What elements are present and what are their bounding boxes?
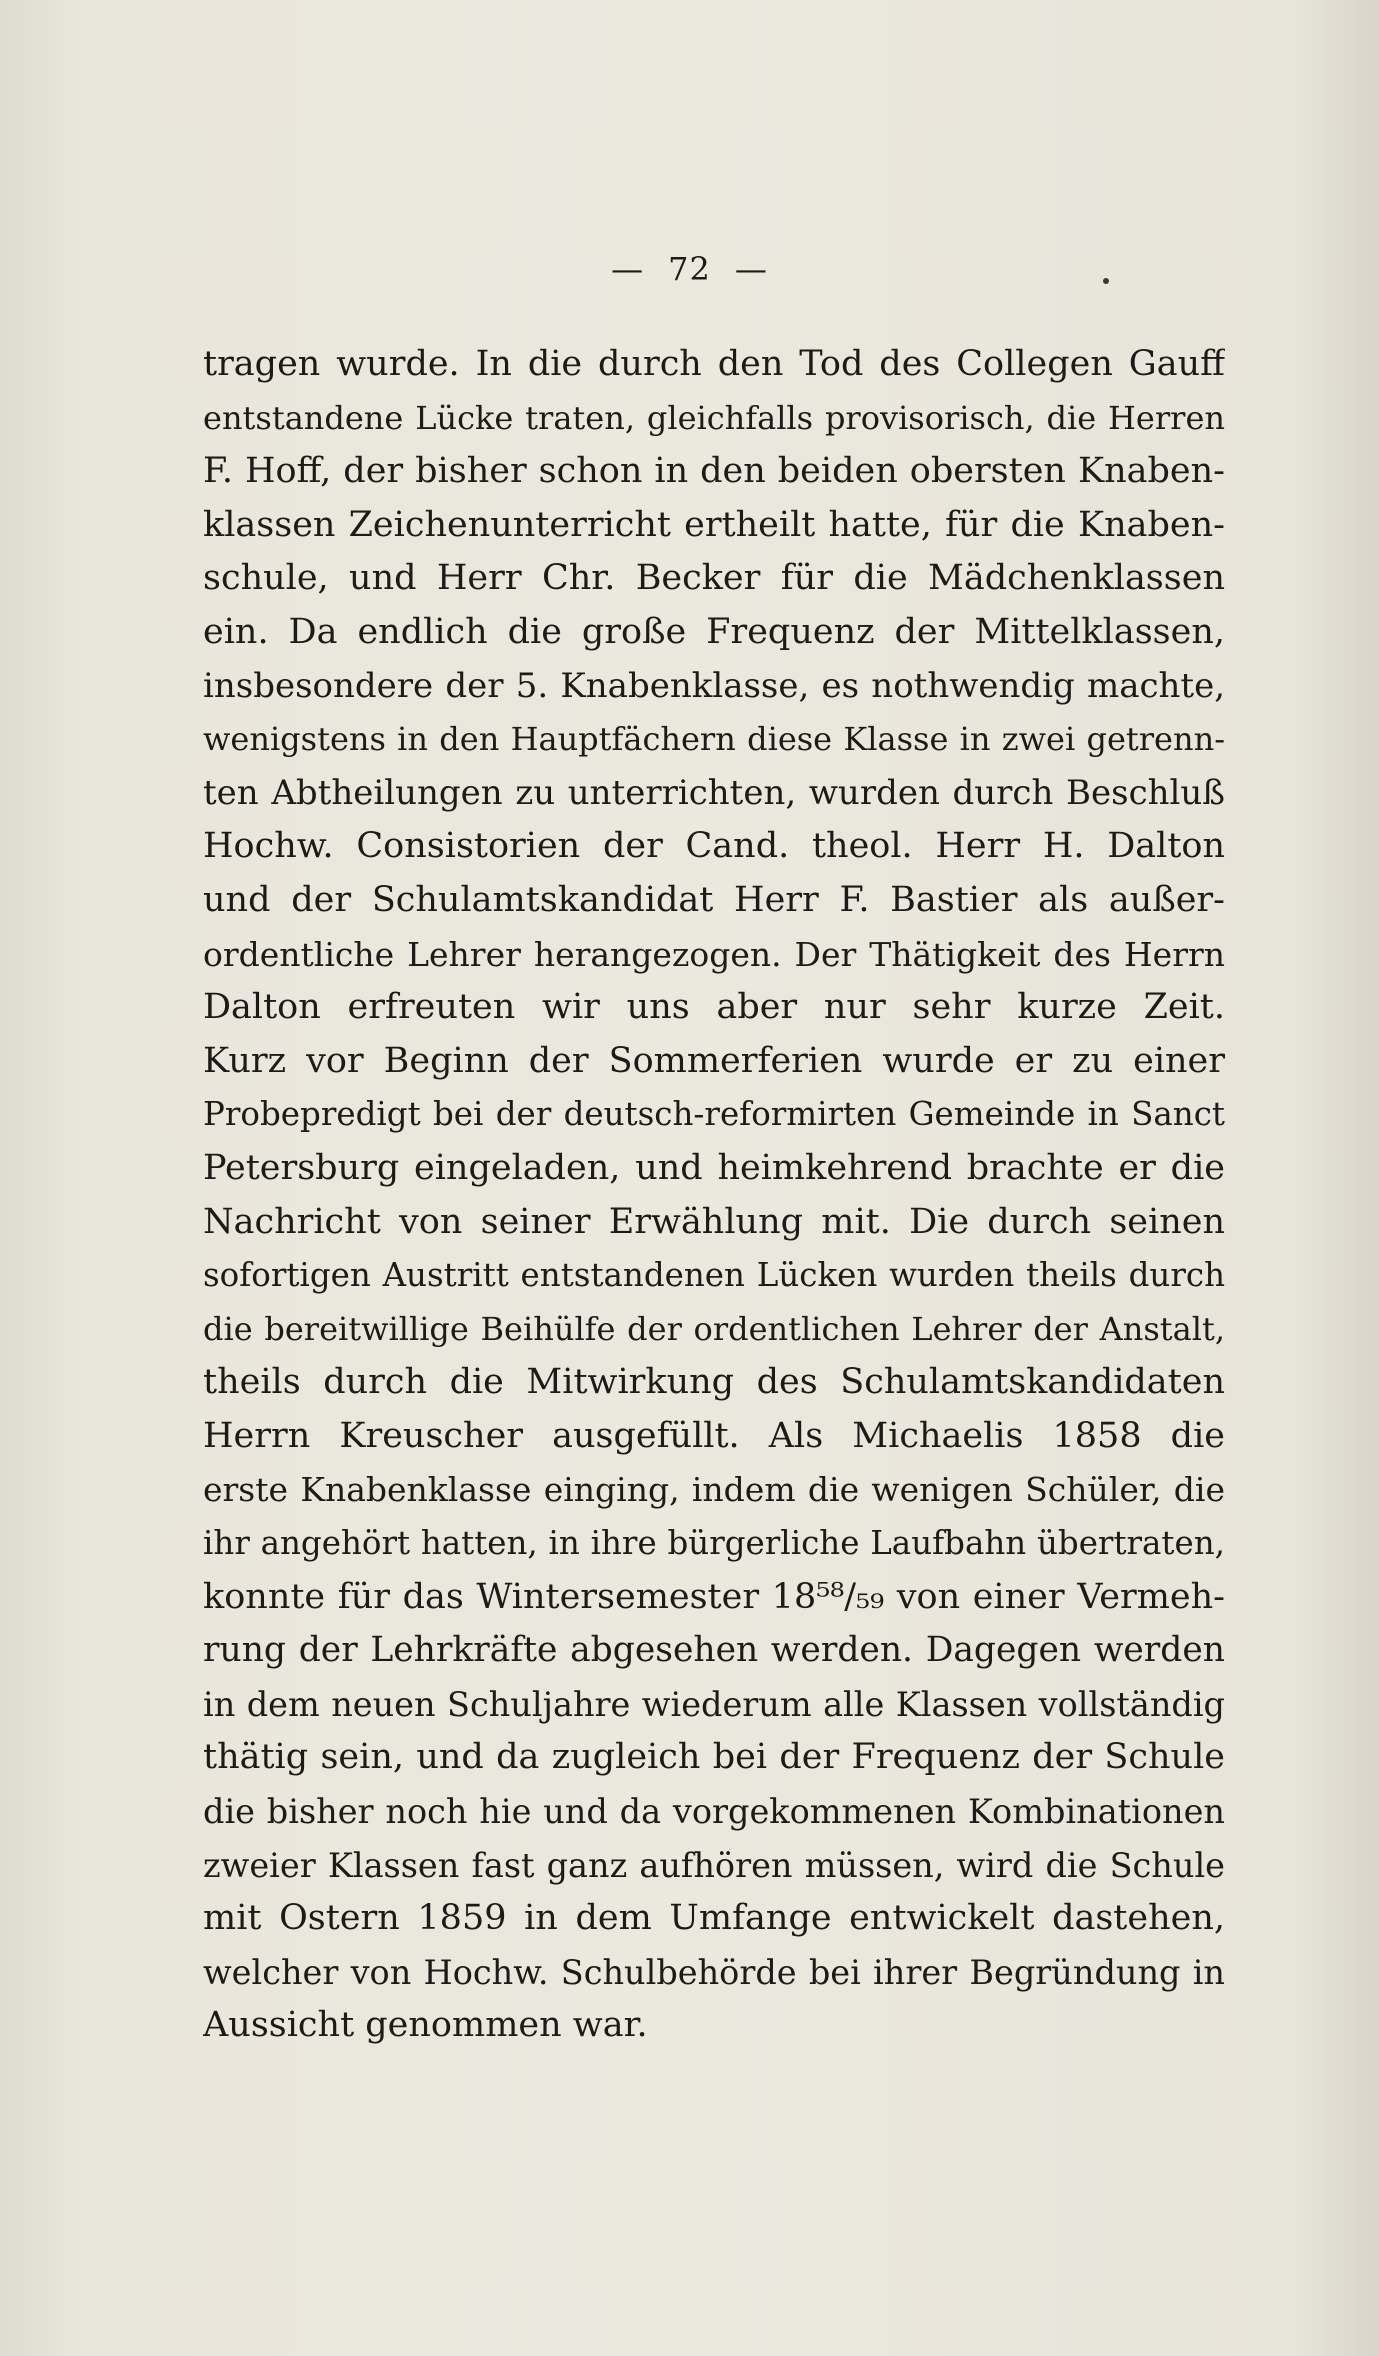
page-number-header [0, 250, 1379, 288]
text-line: thätig sein, und da zugleich bei der Frequenz der Schule [203, 1737, 1225, 1778]
text-line: ten Abtheilungen zu unterrichten, wurden durch Beschluß [203, 772, 1225, 813]
text-line: mit Ostern 1859 in dem Umfange entwickelt dastehen, [203, 1898, 1225, 1939]
text-line: schule, und Herr Chr. Becker für die Mädchenklassen [203, 558, 1225, 599]
body-paragraph [203, 338, 1225, 2053]
text-line: zweier Klassen fast ganz aufhören müssen, wird die Schule [203, 1845, 1225, 1885]
text-line: Nachricht von seiner Erwählung mit. Die durch seinen [203, 1201, 1225, 1242]
text-line: ihr angehört hatten, in ihre bürgerliche Laufbahn übertraten, [203, 1524, 1225, 1563]
text-line: Hochw. Consistorien der Cand. theol. Herr H. Dalton [203, 826, 1225, 867]
text-line: Dalton erfreuten wir uns aber nur sehr kurze Zeit. [203, 987, 1225, 1028]
page-number: 72 [668, 250, 711, 288]
text-line: die bisher noch hie und da vorgekommenen Kombinationen [203, 1792, 1225, 1832]
text-line: Aussicht genommen war. [203, 2005, 648, 2046]
text-line: Herrn Kreuscher ausgefüllt. Als Michaelis 1858 die [203, 1415, 1225, 1456]
text-line: und der Schulamtskandidat Herr F. Bastier als außer- [203, 879, 1225, 920]
text-line: theils durch die Mitwirkung des Schulamtskandidaten [203, 1362, 1225, 1403]
text-line: Probepredigt bei der deutsch-reformirten Gemeinde in Sanct [203, 1095, 1225, 1134]
text-line: tragen wurde. In die durch den Tod des Collegen Gauff [203, 344, 1225, 384]
text-line: Petersburg eingeladen, und heimkehrend brachte er die [203, 1147, 1225, 1188]
text-line: ordentliche Lehrer herangezogen. Der Thätigkeit des Herrn [203, 934, 1225, 974]
text-line: die bereitwillige Beihülfe der ordentlichen Lehrer der Anstalt, [203, 1309, 1225, 1348]
text-line: F. Hoff, der bisher schon in den beiden obersten Knaben- [203, 451, 1225, 492]
text-line: ein. Da endlich die große Frequenz der Mittelklassen, [203, 611, 1225, 652]
folio-dash-left: — [611, 250, 645, 288]
text-line: sofortigen Austritt entstandenen Lücken wurden theils durch [203, 1256, 1225, 1295]
text-line: erste Knabenklasse einging, indem die wenigen Schüler, die [203, 1470, 1225, 1510]
text-line: rung der Lehrkräfte abgesehen werden. Dagegen werden [203, 1630, 1225, 1671]
text-line: in dem neuen Schuljahre wiederum alle Klassen vollständig [203, 1684, 1225, 1724]
text-line: Kurz vor Beginn der Sommerferien wurde er zu einer [203, 1040, 1225, 1081]
text-line: klassen Zeichenunterricht ertheilt hatte, für die Knaben- [203, 504, 1225, 545]
text-line: entstandene Lücke traten, gleichfalls provisorisch, die Herren [203, 398, 1225, 437]
text-line: welcher von Hochw. Schulbehörde bei ihrer Begründung in [203, 1952, 1225, 1992]
text-line: insbesondere der 5. Knabenklasse, es nothwendig machte, [203, 665, 1225, 706]
text-line: wenigstens in den Hauptfächern diese Klasse in zwei getrenn- [203, 720, 1225, 759]
text-line: konnte für das Wintersemester 18⁵⁸/₅₉ von einer Vermeh- [203, 1576, 1225, 1617]
folio-dash-right: — [734, 250, 768, 288]
